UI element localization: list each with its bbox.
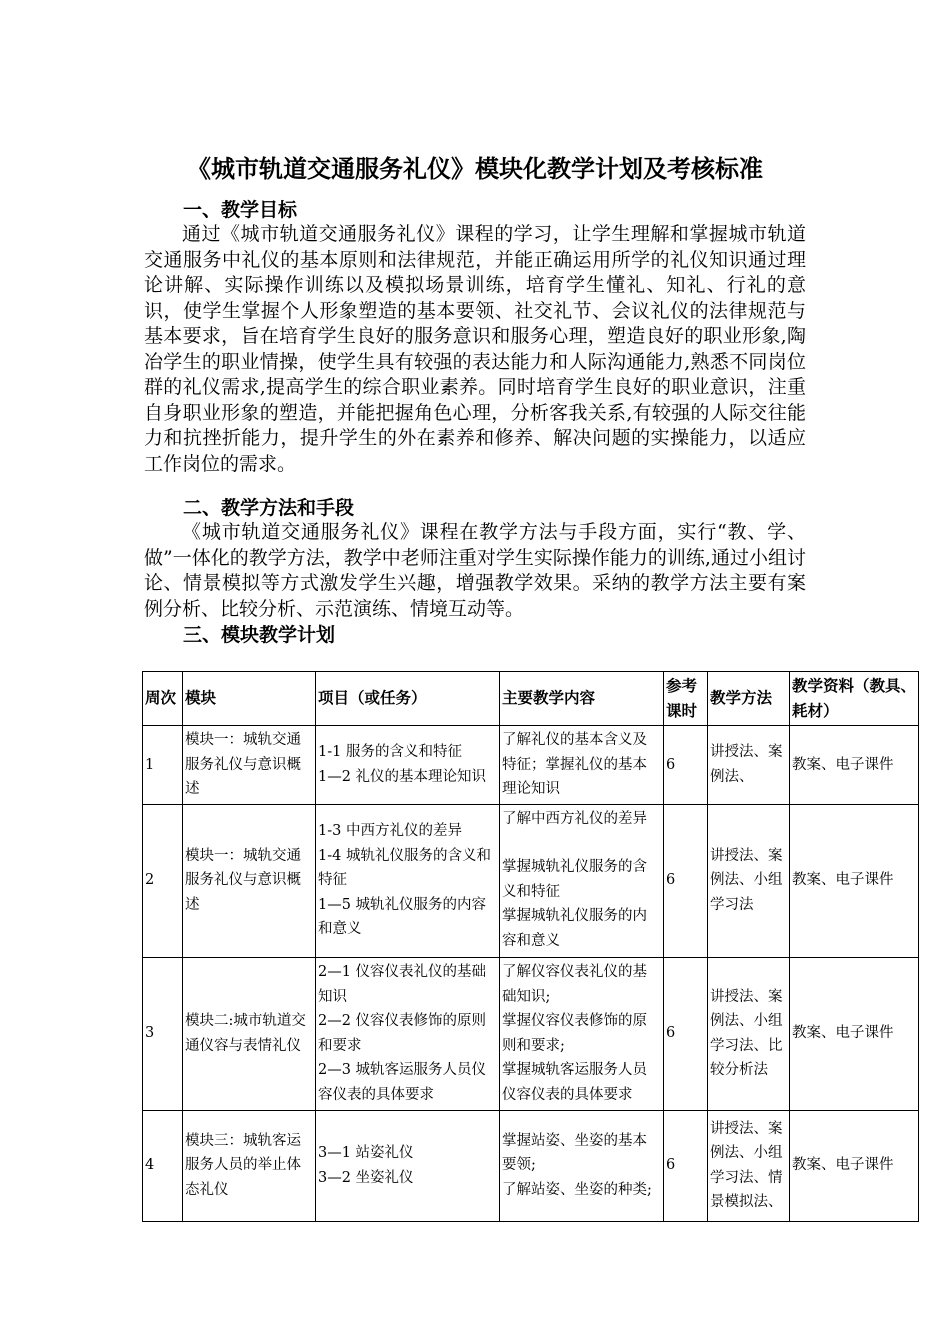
project-item: 2—3 城轨客运服务人员仪容仪表的具体要求	[318, 1062, 487, 1103]
cell-resources: 教案、电子课件	[790, 957, 919, 1110]
cell-hours: 6	[664, 804, 708, 957]
cell-method: 讲授法、案例法、小组学习法、比较分析法	[708, 957, 790, 1110]
cell-method: 讲授法、案例法、	[708, 726, 790, 805]
content-item: 了解站姿、坐姿的种类;	[502, 1181, 652, 1198]
cell-content	[500, 1110, 664, 1221]
cell-week: 1	[143, 726, 183, 805]
cell-resources: 教案、电子课件	[790, 726, 919, 805]
section-body-teaching-goals: 通过《城市轨道交通服务礼仪》课程的学习，让学生理解和掌握城市轨道交通服务中礼仪的基本原则和法律规范，并能正确运用所学的礼仪知识通过理论讲解、实际操作训练以及模拟场景训练，培育学生懂礼、知礼、行礼的意识，使学生掌握个人形象塑造的基本要领、社交礼节、会议礼仪的法律规范与基本要求，旨在培育学生良好的服务意识和服务心理，塑造良好的职业形象,陶冶学生的职业情操，使学生具有较强的表达能力和人际沟通能力,熟悉不同岗位群的礼仪需求,提高学生的综合职业素养。同时培育学生良好的职业意识，注重自身职业形象的塑造，并能把握角色心理，分析客我关系,有较强的人际交往能力和抗挫折能力，提升学生的外在素养和修养、解决问题的实操能力，以适应工作岗位的需求。	[144, 223, 806, 475]
project-item: 2—1 仪容仪表礼仪的基础知识	[318, 964, 487, 1005]
cell-hours: 6	[664, 726, 708, 805]
content-item: 掌握仪容仪表修饰的原则和要求;	[502, 1013, 647, 1054]
content-item: 了解仪容仪表礼仪的基础知识;	[502, 964, 647, 1005]
table-row	[143, 804, 919, 957]
cell-module: 模块一：城轨交通服务礼仪与意识概述	[183, 804, 316, 957]
table-row	[143, 1110, 919, 1221]
project-item: 1-3 中西方礼仪的差异	[318, 823, 462, 840]
header-content: 主要教学内容	[500, 672, 664, 726]
project-item: 2—2 仪容仪表修饰的原则和要求	[318, 1013, 487, 1054]
cell-module: 模块二:城市轨道交通仪容与表情礼仪	[183, 957, 316, 1110]
header-week: 周次	[143, 672, 183, 726]
section-heading-teaching-methods: 二、教学方法和手段	[183, 497, 355, 519]
header-project: 项目（或任务）	[316, 672, 500, 726]
table-row	[143, 726, 919, 805]
project-item: 1-1 服务的含义和特征	[318, 744, 462, 761]
cell-module: 模块一：城轨交通服务礼仪与意识概述	[183, 726, 316, 805]
content-spacer	[502, 831, 661, 855]
section-heading-teaching-goals: 一、教学目标	[183, 199, 298, 221]
cell-project	[316, 957, 500, 1110]
cell-project	[316, 1110, 500, 1221]
content-item: 掌握站姿、坐姿的基本要领;	[502, 1132, 647, 1174]
cell-resources: 教案、电子课件	[790, 804, 919, 957]
section-body-teaching-methods: 《城市轨道交通服务礼仪》课程在教学方法与手段方面，实行“教、学、做”一体化的教学方法，教学中老师注重对学生实际操作能力的训练,通过小组讨论、情景模拟等方式激发学生兴趣，增强教学效果。采纳的教学方法主要有案例分析、比较分析、示范演练、情境互动等。	[144, 521, 806, 620]
cell-method: 讲授法、案例法、小组学习法、情景模拟法、	[708, 1110, 790, 1221]
cell-project	[316, 726, 500, 805]
module-plan-table	[142, 671, 919, 1222]
cell-week: 4	[143, 1110, 183, 1221]
content-item: 了解礼仪的基本含义及特征；掌握礼仪的基本理论知识	[502, 732, 647, 797]
section-heading-module-plan: 三、模块教学计划	[183, 624, 336, 646]
project-item: 1-4 城轨礼仪服务的含义和特征	[318, 847, 491, 889]
cell-hours: 6	[664, 957, 708, 1110]
table-row	[143, 957, 919, 1110]
cell-week: 2	[143, 804, 183, 957]
project-item: 3—1 站姿礼仪	[318, 1145, 414, 1161]
cell-content	[500, 726, 664, 805]
cell-content	[500, 957, 664, 1110]
content-item: 掌握城轨礼仪服务的内容和意义	[502, 908, 647, 949]
cell-content	[500, 804, 664, 957]
content-item: 掌握城轨礼仪服务的含义和特征	[502, 859, 647, 900]
cell-resources: 教案、电子课件	[790, 1110, 919, 1221]
document-title: 《城市轨道交通服务礼仪》模块化教学计划及考核标准	[187, 155, 763, 183]
content-item: 了解中西方礼仪的差异	[502, 810, 647, 827]
cell-week: 3	[143, 957, 183, 1110]
cell-module: 模块三：城轨客运服务人员的举止体态礼仪	[183, 1110, 316, 1221]
cell-method: 讲授法、案例法、小组学习法	[708, 804, 790, 957]
content-item: 掌握城轨客运服务人员仪容仪表的具体要求	[502, 1062, 647, 1103]
cell-project	[316, 804, 500, 957]
project-item: 1—2 礼仪的基本理论知识	[318, 768, 487, 785]
header-resources: 教学资料（教具、耗材）	[790, 672, 919, 726]
project-item: 3—2 坐姿礼仪	[318, 1169, 414, 1186]
header-module: 模块	[183, 672, 316, 726]
header-hours: 参考课时	[664, 672, 708, 726]
cell-hours: 6	[664, 1110, 708, 1221]
header-method: 教学方法	[708, 672, 790, 726]
table-header-row	[143, 672, 919, 726]
project-item: 1—5 城轨礼仪服务的内容和意义	[318, 896, 487, 938]
